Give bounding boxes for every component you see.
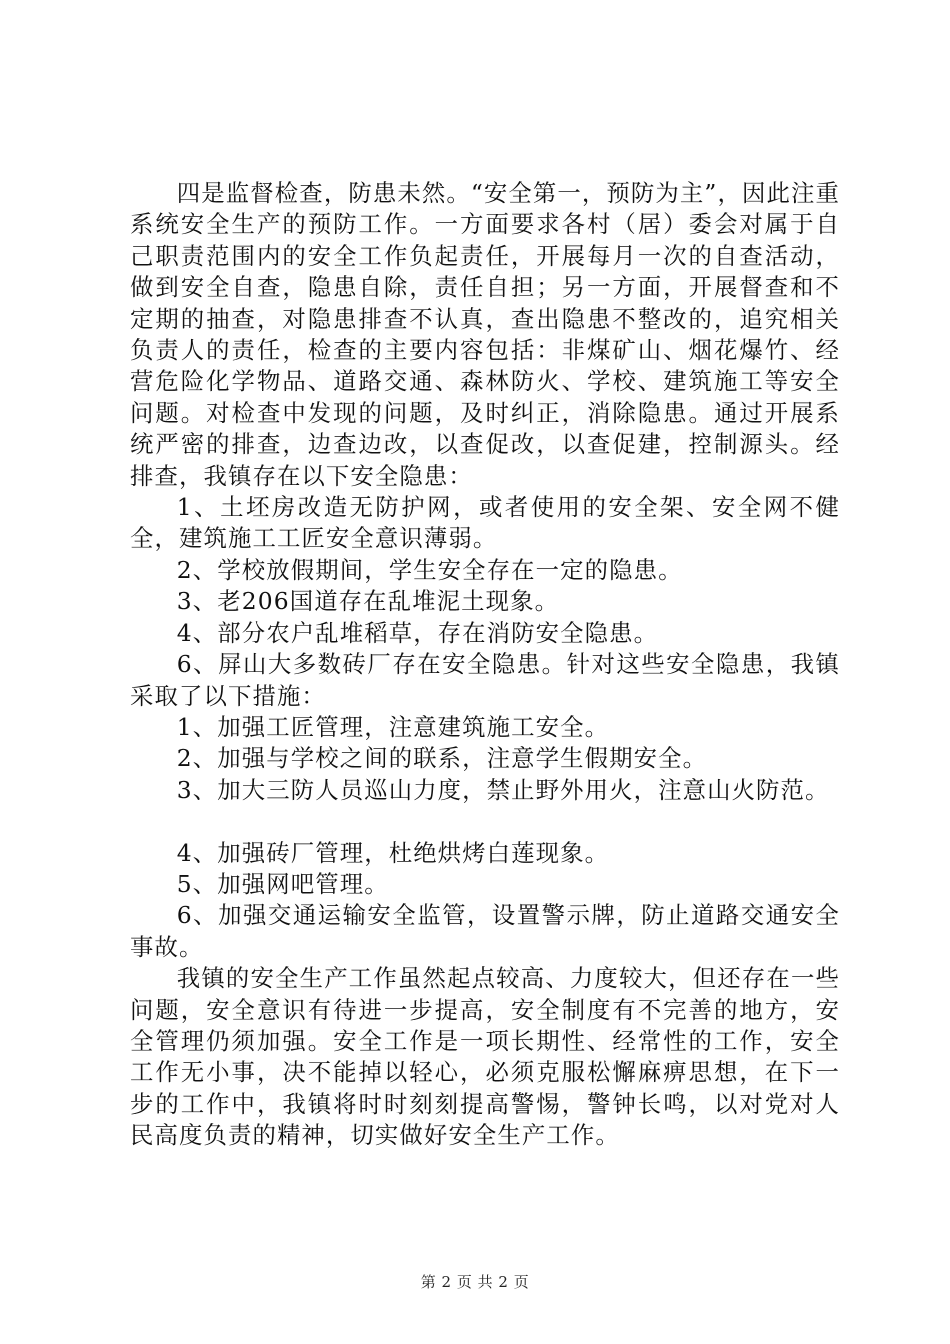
hazard-item-3: 3、老206国道存在乱堆泥土现象。 — [176, 587, 560, 616]
measure-item-5: 5、加强网吧管理。 — [176, 869, 389, 898]
paragraph-conclusion: 我镇的安全生产工作虽然起点较高、力度较大，但还存在一些问题，安全意识有待进一步提高，安全制度有不完善的地方，安全管理仍须加强。安全工作是一项长期性、经常性的工作，安全工作无小事，决不能掉以轻心，必须克服松懈麻痹思想，在下一步的工作中，我镇将时时刻刻提高警惕，警钟长鸣，以对党对人民高度负责的精神，切实做好安全生产工作。 — [130, 964, 840, 1150]
measure-item-4: 4、加强砖厂管理，杜绝烘烤白莲现象。 — [176, 838, 610, 867]
measure-item-1: 1、加强工匠管理，注意建筑施工安全。 — [176, 712, 610, 741]
blank-line — [130, 806, 840, 837]
measure-item-6: 6、加强交通运输安全监管，设置警示牌，防止道路交通安全事故。 — [130, 901, 840, 961]
page-number-footer: 第 2 页 共 2 页 — [420, 1273, 530, 1291]
document-body — [130, 178, 840, 1152]
hazard-item-6: 6、屏山大多数砖厂存在安全隐患。针对这些安全隐患，我镇采取了以下措施： — [130, 650, 840, 710]
hazard-item-2: 2、学校放假期间，学生安全存在一定的隐患。 — [176, 555, 683, 584]
hazard-item-1: 1、土坯房改造无防护网，或者使用的安全架、安全网不健全，建筑施工工匠安全意识薄弱。 — [130, 493, 840, 553]
measure-item-3: 3、加大三防人员巡山力度，禁止野外用火，注意山火防范。 — [176, 775, 830, 804]
hazard-item-4: 4、部分农户乱堆稻草，存在消防安全隐患。 — [176, 618, 659, 647]
paragraph-supervision: 四是监督检查，防患未然。“安全第一，预防为主”，因此注重系统安全生产的预防工作。一方面要求各村（居）委会对属于自己职责范围内的安全工作负起责任，开展每月一次的自查活动，做到安全自查，隐患自除，责任自担；另一方面，开展督查和不定期的抽查，对隐患排查不认真，查出隐患不整改的，追究相关负责人的责任，检查的主要内容包括：非煤矿山、烟花爆竹、经营危险化学物品、道路交通、森林防火、学校、建筑施工等安全问题。对检查中发现的问题，及时纠正，消除隐患。通过开展系统严密的排查，边查边改，以查促改，以查促建，控制源头。经排查，我镇存在以下安全隐患： — [130, 179, 840, 490]
measure-item-2: 2、加强与学校之间的联系，注意学生假期安全。 — [176, 744, 708, 773]
